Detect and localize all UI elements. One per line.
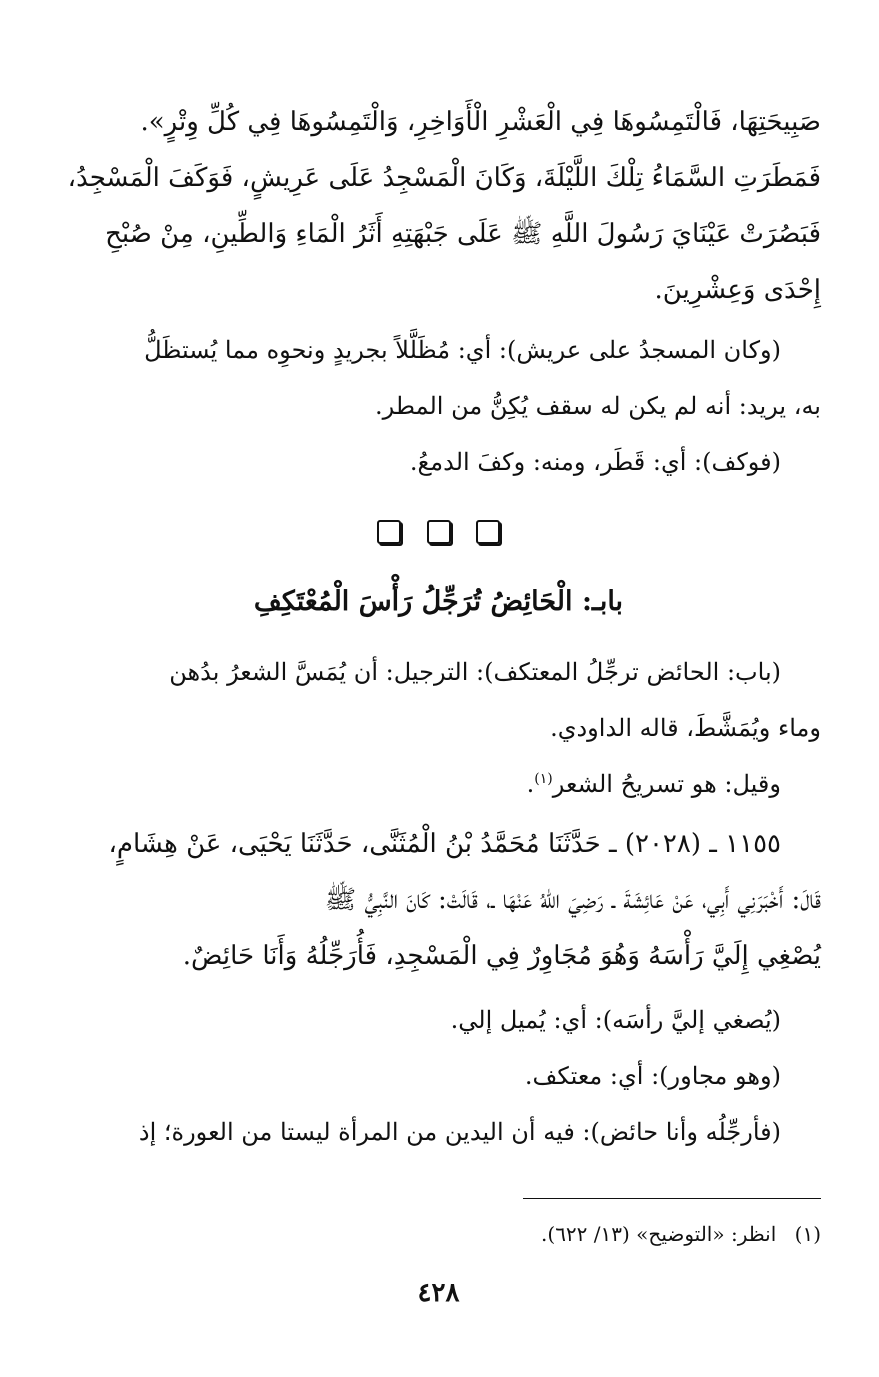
book-page xyxy=(56,0,821,1377)
commentary-line-1: (وكان المسجدُ على عريش): أي: مُظَلَّلاً بجريدٍ ونحوِه مما يُستظَلُّ xyxy=(144,336,781,364)
commentary-bottom-line-1: (يُصغي إليَّ رأسَه): أي: يُميل إلي. xyxy=(450,1006,781,1034)
hadith-line-2: فَمَطَرَتِ السَّمَاءُ تِلْكَ اللَّيْلَةَ، وَكَانَ الْمَسْجِدُ عَلَى عَرِيشٍ، فَوَكَفَ الْمَسْجِدُ، xyxy=(67,163,821,193)
section-separator xyxy=(56,520,821,544)
footnote xyxy=(56,1218,821,1250)
footnote-number: (١) xyxy=(794,1222,821,1246)
footnote-text: انظر: «التوضيح» (١٣/ ٦٢٢). xyxy=(541,1222,777,1246)
commentary-line-3: (فوكف): أي: قَطَر، ومنه: وكفَ الدمعُ. xyxy=(409,448,781,476)
commentary-bottom-line-3: (فأرجِّلُه وأنا حائض): فيه أن اليدين من المرأة ليستا من العورة؛ إذ xyxy=(138,1118,781,1146)
page-number: ٤٢٨ xyxy=(417,1278,460,1308)
chapter-commentary-line-3: وقيل: هو تسريحُ الشعر$^{(١)}$. xyxy=(526,770,781,798)
chapter-label: بابـ: xyxy=(581,586,624,617)
commentary-bottom-line-2: (وهو مجاور): أي: معتكف. xyxy=(524,1062,781,1090)
square-ornament-icon xyxy=(476,520,500,544)
commentary-line-2: به، يريد: أنه لم يكن له سقف يُكِنُّ من المطر. xyxy=(375,392,821,420)
hadith-1155-line-1: ١١٥٥ ـ (٢٠٢٨) ـ حَدَّثَنَا مُحَمَّدُ بْنُ الْمُثَنَّى، حَدَّثَنَا يَحْيَى، عَنْ هِشَامٍ، xyxy=(108,829,781,859)
square-ornament-icon xyxy=(377,520,401,544)
hadith-line-4: إِحْدَى وَعِشْرِينَ. xyxy=(654,275,821,305)
chapter-heading xyxy=(56,580,821,624)
chapter-commentary-text: وقيل: هو تسريحُ الشعر xyxy=(552,770,781,798)
footnote-reference[interactable]: (١) xyxy=(534,771,553,787)
square-ornament-icon xyxy=(427,520,451,544)
chapter-commentary-line-1: (باب: الحائض ترجِّلُ المعتكف): الترجيل: أن يُمَسَّ الشعرُ بدُهن xyxy=(169,658,781,686)
hadith-line-3: فَبَصُرَتْ عَيْنَايَ رَسُولَ اللَّهِ ﷺ عَلَى جَبْهَتِهِ أَثَرُ الْمَاءِ وَالطِّينِ، مِنْ صُبْحِ xyxy=(105,219,821,249)
chapter-title: الْحَائِضُ تُرَجِّلُ رَأْسَ الْمُعْتَكِفِ xyxy=(253,586,573,617)
hadith-line-1: صَبِيحَتِهَا، فَالْتَمِسُوهَا فِي الْعَشْرِ الْأَوَاخِرِ، وَالْتَمِسُوهَا فِي كُلِّ وِتْرٍ». xyxy=(140,107,821,137)
chapter-commentary-line-2: وماء ويُمَشَّطَ، قاله الداودي. xyxy=(550,714,821,742)
footnote-divider xyxy=(523,1198,821,1199)
hadith-1155-line-3: يُصْغِي إِلَيَّ رَأْسَهُ وَهُوَ مُجَاوِرٌ فِي الْمَسْجِدِ، فَأُرَجِّلُهُ وَأَنَا حَائِضٌ. xyxy=(182,941,821,971)
hadith-1155-line-2: قَالَ: أَخْبَرَنِي أَبِي، عَنْ عَائِشَةَ ـ رَضِيَ اللهُ عَنْهَا ـ، قَالَتْ: كَانَ النَّبِيُّ ﷺ xyxy=(324,885,821,915)
